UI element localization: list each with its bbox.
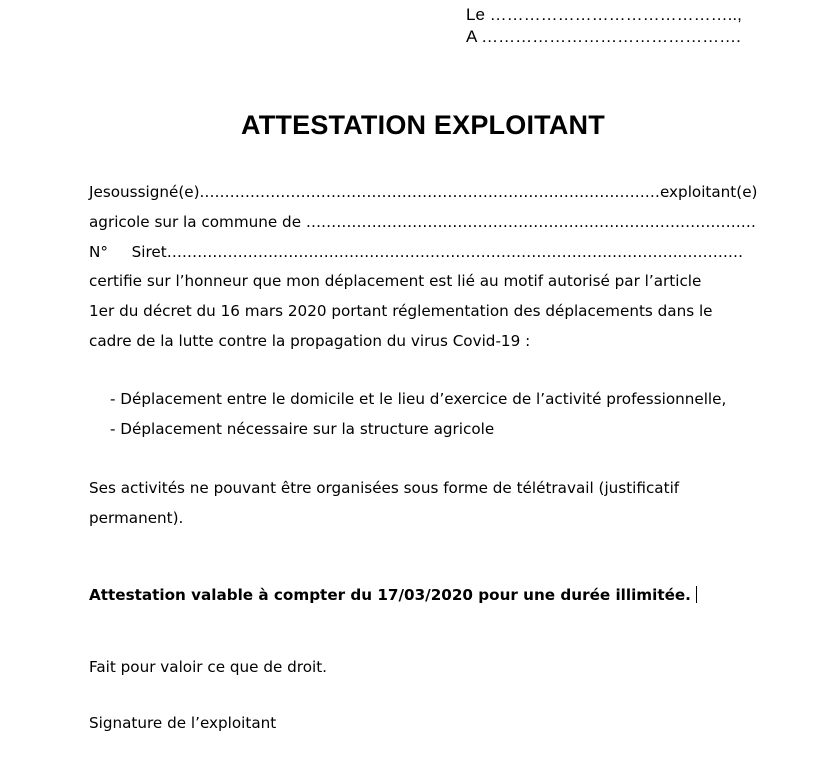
- closing-line: Fait pour valoir ce que de droit.: [89, 658, 327, 676]
- soussigne-line: [89, 183, 757, 201]
- word-je: Je: [89, 183, 103, 201]
- teletravail-line: Ses activités ne pouvant être organisées sous forme de télétravail (justificatif: [89, 479, 680, 497]
- signature-label: Signature de l’exploitant: [89, 714, 277, 732]
- word-exploitant: exploitant(e): [659, 183, 758, 201]
- name-blank: (e).………………………………………………………………………………: [178, 183, 660, 201]
- siret-line: [89, 243, 757, 261]
- document-title: ATTESTATION EXPLOITANT: [241, 110, 605, 140]
- word-soussigne: soussigné: [102, 183, 179, 201]
- certifie-line: certifie sur l’honneur que mon déplacement est lié au motif autorisé par l’article: [89, 272, 702, 290]
- covid-line: cadre de la lutte contre la propagation du virus Covid-19 :: [89, 332, 531, 350]
- siret-blank: Siret…………………………………………………………………………….…………..…………: [131, 243, 744, 261]
- decret-line: 1er du décret du 16 mars 2020 portant réglementation des déplacements dans le: [89, 302, 713, 320]
- validity-statement: [89, 586, 757, 604]
- place-line: A ……………………………………….: [466, 27, 741, 46]
- word-numero: N°: [89, 243, 108, 261]
- bullet-item-travel-farm: - Déplacement nécessaire sur la structure agricole: [110, 420, 495, 438]
- text-cursor: [696, 586, 697, 603]
- bullet-item-travel-work: - Déplacement entre le domicile et le lieu d’exercice de l’activité professionnelle,: [110, 390, 727, 408]
- commune-line: agricole sur la commune de ………………………..……………………………………………………: [89, 213, 756, 231]
- validity-text: Attestation valable à compter du 17/03/2020 pour une durée illimitée.: [89, 586, 691, 604]
- date-line: Le ……………………………………..,: [466, 5, 742, 24]
- permanent-line: permanent).: [89, 509, 184, 527]
